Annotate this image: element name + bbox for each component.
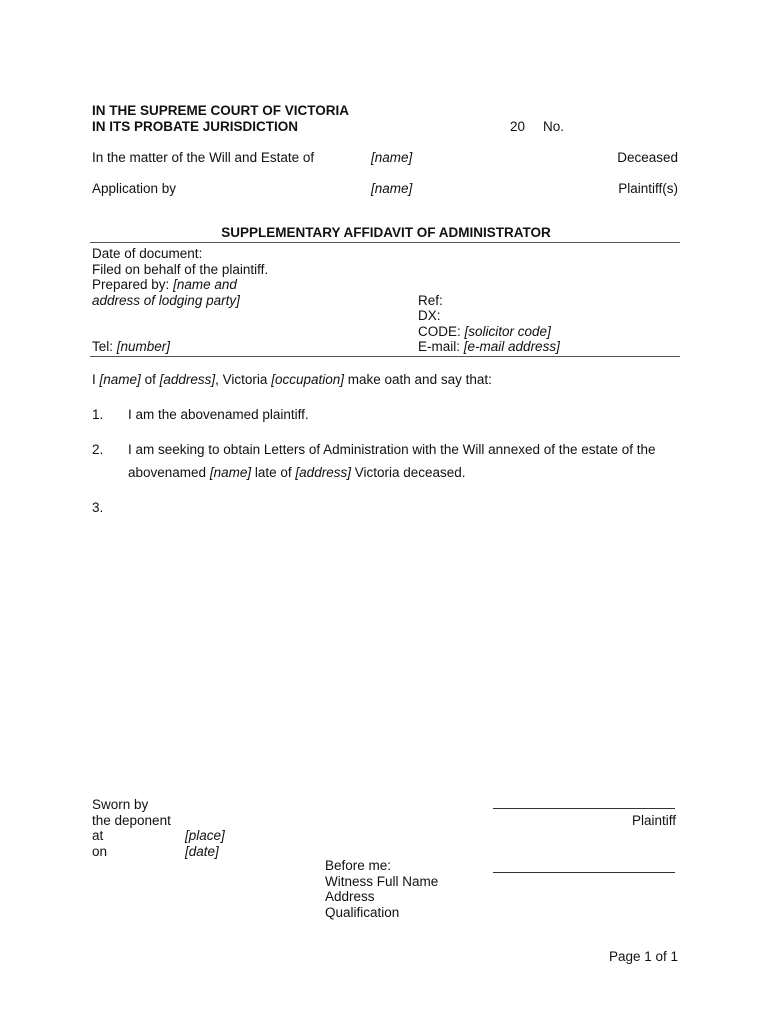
email-label: E-mail: xyxy=(418,339,461,354)
on-label: on xyxy=(92,844,108,859)
applicant-name: [name] xyxy=(371,181,413,196)
paragraph-2-late-of: late of xyxy=(254,465,292,480)
oath-suffix: make oath and say that: xyxy=(347,372,492,387)
paragraph-2-name: [name] xyxy=(209,465,252,480)
paragraph-2-body: I am seeking to obtain Letters of Administration with the Will annexed of the estate of the abovenamed xyxy=(128,442,656,480)
paragraph-2-tail: Victoria deceased. xyxy=(354,465,466,480)
paragraph-2-text xyxy=(128,438,680,484)
page-number: Page 1 of 1 xyxy=(608,949,678,964)
prepared-by-address: address of lodging party] xyxy=(92,293,240,308)
plaintiff-signature-line xyxy=(493,808,675,809)
paragraph-1-text: I am the abovenamed plaintiff. xyxy=(128,407,309,422)
plaintiff-signature-label: Plaintiff xyxy=(631,813,676,828)
ref-label: Ref: xyxy=(418,293,443,308)
matter-label: In the matter of the Will and Estate of xyxy=(92,150,315,165)
code-value: [solicitor code] xyxy=(464,324,551,339)
tel-label: Tel: xyxy=(92,339,114,354)
tel-value: [number] xyxy=(116,339,171,354)
paragraph-2-address: [address] xyxy=(295,465,351,480)
witness-address-label: Address xyxy=(325,889,375,904)
court-name: IN THE SUPREME COURT OF VICTORIA xyxy=(92,103,350,118)
deceased-role: Deceased xyxy=(617,150,678,165)
document-title: SUPPLEMENTARY AFFIDAVIT OF ADMINISTRATOR xyxy=(221,225,551,240)
deponent-label: the deponent xyxy=(92,813,171,828)
paragraph-1-number: 1. xyxy=(92,407,104,422)
oath-name: [name] xyxy=(99,372,141,387)
witness-signature-line xyxy=(493,872,675,873)
email-value: [e-mail address] xyxy=(463,339,560,354)
oath-of: of xyxy=(144,372,156,387)
paragraph-3-number: 3. xyxy=(92,500,104,515)
filed-on-behalf: Filed on behalf of the plaintiff. xyxy=(92,262,269,277)
prepared-by-value: [name and xyxy=(173,277,237,292)
code-label: CODE: xyxy=(418,324,461,339)
paragraph-2-number: 2. xyxy=(92,442,104,457)
place-value: [place] xyxy=(185,828,225,843)
oath-victoria: , Victoria xyxy=(215,372,268,387)
year-label: 20 xyxy=(510,119,526,134)
applicant-role: Plaintiff(s) xyxy=(618,181,678,196)
oath-address: [address] xyxy=(159,372,216,387)
application-label: Application by xyxy=(92,181,177,196)
dx-label: DX: xyxy=(418,308,441,323)
oath-line xyxy=(92,372,492,388)
witness-name-label: Witness Full Name xyxy=(325,874,439,889)
witness-qualification-label: Qualification xyxy=(325,905,400,920)
filing-divider xyxy=(90,356,680,357)
date-value: [date] xyxy=(185,844,219,859)
court-jurisdiction: IN ITS PROBATE JURISDICTION xyxy=(92,119,299,134)
sworn-by-label: Sworn by xyxy=(92,797,149,812)
prepared-by-label: Prepared by: xyxy=(92,277,170,292)
oath-prefix: I xyxy=(92,372,96,387)
at-label: at xyxy=(92,828,104,843)
case-number-label: No. xyxy=(543,119,565,134)
before-me-label: Before me: xyxy=(325,858,392,873)
date-of-document-label: Date of document: xyxy=(92,246,203,261)
title-divider xyxy=(90,242,680,243)
oath-occupation: [occupation] xyxy=(271,372,344,387)
deceased-name: [name] xyxy=(371,150,413,165)
